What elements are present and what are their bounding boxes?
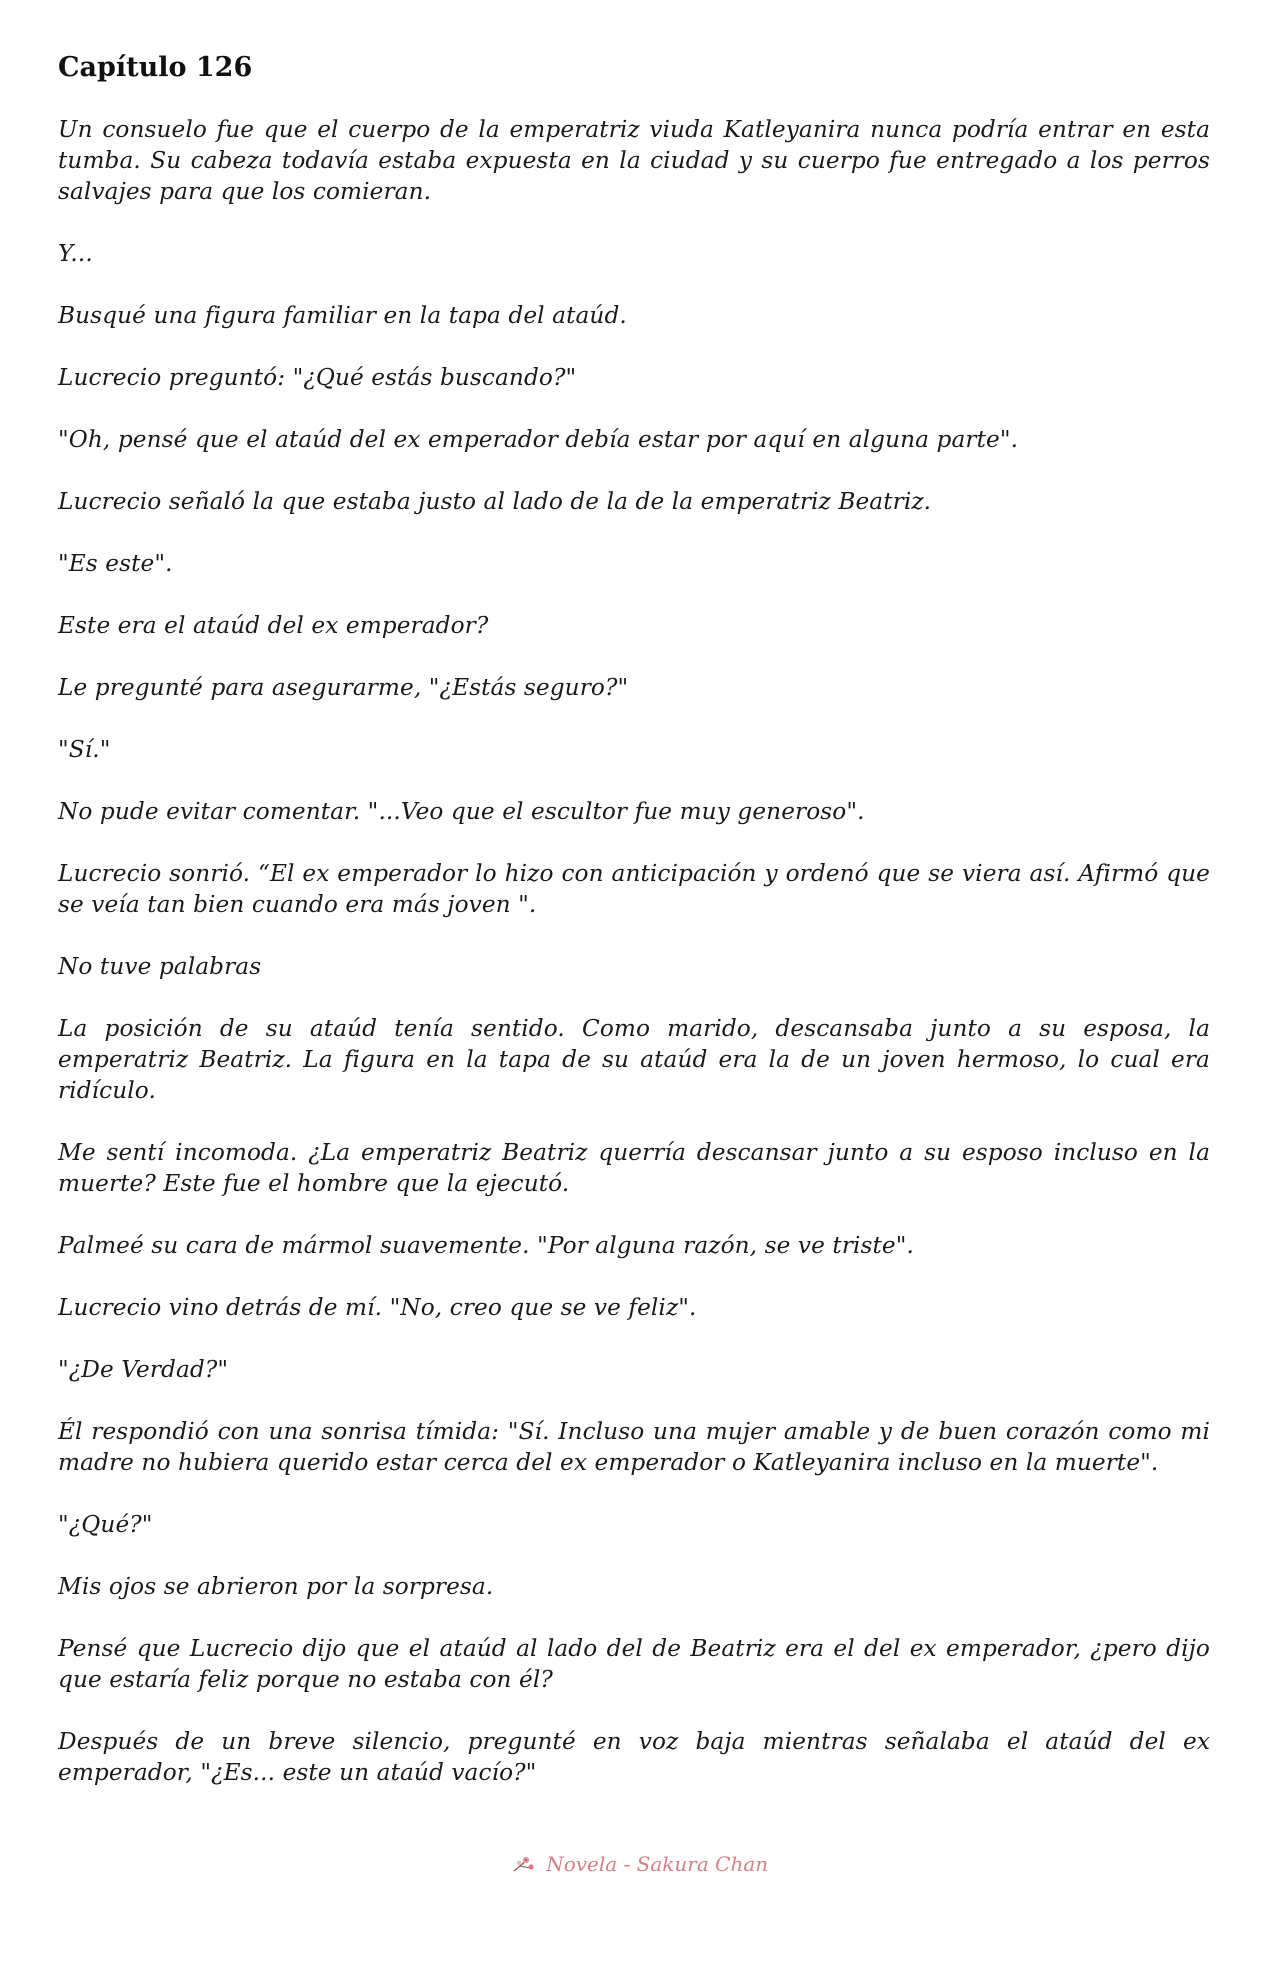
paragraph: Lucrecio preguntó: "¿Qué estás buscando?" <box>58 364 577 392</box>
paragraph: No pude evitar comentar. "...Veo que el escultor fue muy generoso". <box>58 798 865 826</box>
paragraph: "Sí." <box>58 736 111 764</box>
paragraph: Mis ojos se abrieron por la sorpresa. <box>58 1573 494 1601</box>
paragraph: Él respondió con una sonrisa tímida: "Sí. Incluso una mujer amable y de buen corazón como mi madre no hubiera querido estar cerca del ex emperador o Katleyanira incluso en la muerte". <box>58 1418 1210 1477</box>
watermark <box>0 1852 1280 1876</box>
paragraph: Después de un breve silencio, pregunté en voz baja mientras señalaba el ataúd del ex emperador, "¿Es... este un ataúd vacío?" <box>58 1728 1210 1787</box>
paragraph: Me sentí incomoda. ¿La emperatriz Beatriz querría descansar junto a su esposo incluso en la muerte? Este fue el hombre que la ejecutó. <box>58 1139 1210 1198</box>
paragraph: Lucrecio señaló la que estaba justo al lado de la de la emperatriz Beatriz. <box>58 488 932 516</box>
paragraph: "¿De Verdad?" <box>58 1356 229 1384</box>
paragraph: "Es este". <box>58 550 173 578</box>
paragraph: Este era el ataúd del ex emperador? <box>58 612 489 640</box>
paragraph: No tuve palabras <box>58 953 262 981</box>
watermark-text: Novela - Sakura Chan <box>546 1852 769 1876</box>
paragraph: Pensé que Lucrecio dijo que el ataúd al lado del de Beatriz era el del ex emperador, ¿pero dijo que estaría feliz porque no estaba con él? <box>58 1635 1210 1694</box>
paragraph: Le pregunté para asegurarme, "¿Estás seguro?" <box>58 674 629 702</box>
paragraph: Y... <box>58 240 93 268</box>
paragraph: Un consuelo fue que el cuerpo de la emperatriz viuda Katleyanira nunca podría entrar en esta tumba. Su cabeza todavía estaba expuesta en la ciudad y su cuerpo fue entregado a los perros salvajes para que los comieran. <box>58 116 1210 206</box>
paragraph: Busqué una figura familiar en la tapa del ataúd. <box>58 302 627 330</box>
paragraph: Palmeé su cara de mármol suavemente. "Por alguna razón, se ve triste". <box>58 1232 914 1260</box>
chapter-title: Capítulo 126 <box>58 52 253 83</box>
paragraph: "Oh, pensé que el ataúd del ex emperador debía estar por aquí en alguna parte". <box>58 426 1019 454</box>
paragraph: La posición de su ataúd tenía sentido. Como marido, descansaba junto a su esposa, la emperatriz Beatriz. La figura en la tapa de su ataúd era la de un joven hermoso, lo cual era ridículo. <box>58 1015 1210 1105</box>
document-page <box>58 52 1210 1819</box>
paragraph: Lucrecio vino detrás de mí. "No, creo que se ve feliz". <box>58 1294 697 1322</box>
cherry-blossom-icon <box>512 1854 536 1872</box>
paragraph: "¿Qué?" <box>58 1511 153 1539</box>
paragraph: Lucrecio sonrió. “El ex emperador lo hizo con anticipación y ordenó que se viera así. Afirmó que se veía tan bien cuando era más joven ". <box>58 860 1210 919</box>
